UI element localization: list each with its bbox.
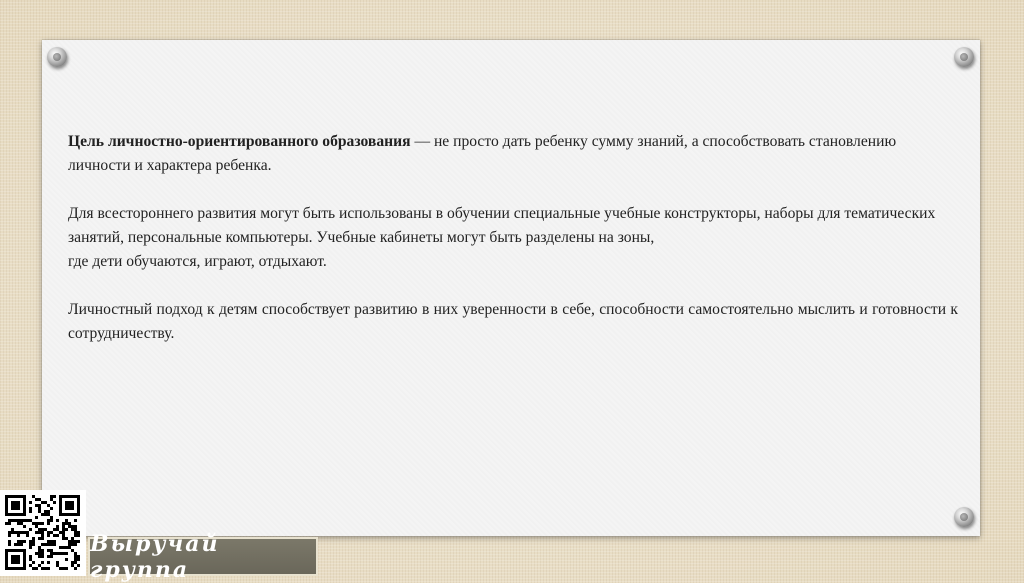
pushpin-icon: [954, 47, 974, 67]
banner-label: Выручай группа: [90, 530, 220, 583]
paragraph-goal-text: — не просто дать ребенку сумму знаний, а способствовать становлению личности и характера ребенка.: [68, 133, 897, 174]
qr-code-icon[interactable]: [0, 490, 86, 576]
paragraph-goal-bold: Цель личностно-ориентированного образования: [68, 133, 411, 150]
pushpin-icon: [47, 47, 67, 67]
slide-content: [68, 130, 958, 370]
pushpin-icon: [954, 507, 974, 527]
paragraph-development: [68, 202, 958, 274]
paragraph-development-text-end: где дети обучаются, играют, отдыхают.: [68, 253, 327, 270]
paragraph-goal: [68, 130, 958, 178]
paragraph-approach: Личностный подход к детям способствует развитию в них уверенности в себе, способности самостоятельно мыслить и готовности к сотрудничеству.: [68, 301, 958, 342]
group-banner[interactable]: [88, 530, 318, 583]
paragraph-development-text: Для всестороннего развития могут быть использованы в обучении специальные учебные конструкторы, наборы для тематических занятий, персональные компьютеры. Учебные кабинеты могут быть разделены на зоны,: [68, 205, 936, 246]
